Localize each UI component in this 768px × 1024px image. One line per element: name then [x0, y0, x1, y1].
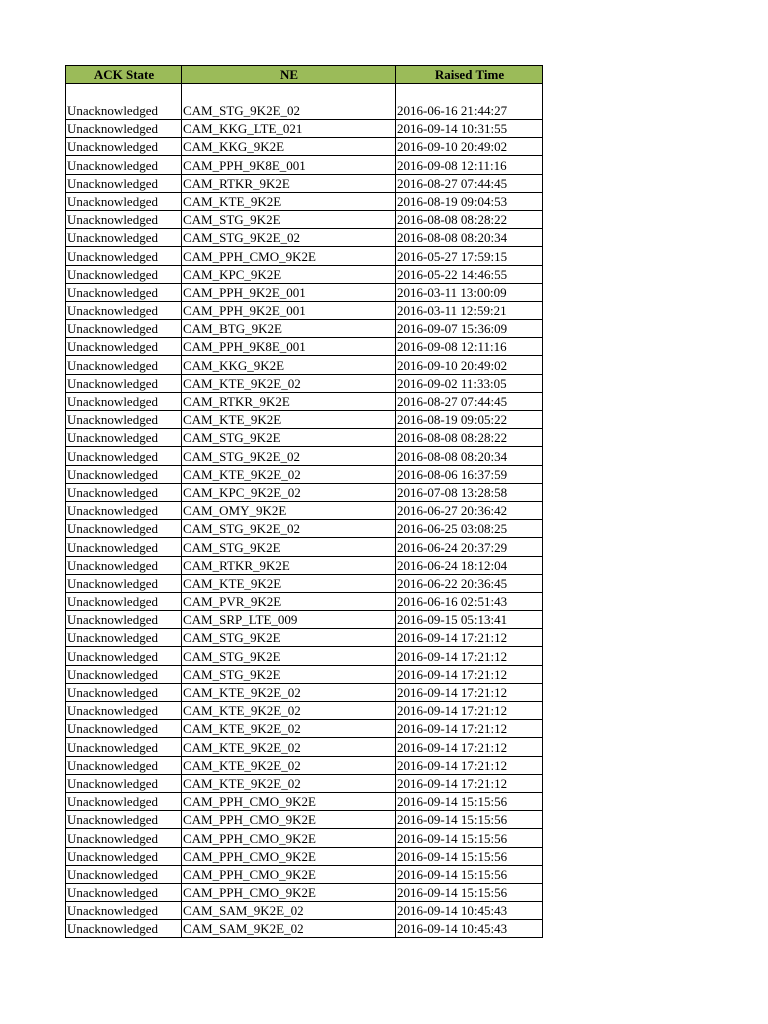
ne-cell: CAM_KKG_LTE_021	[182, 120, 396, 138]
table-row	[66, 301, 543, 319]
ne-cell: CAM_STG_9K2E	[182, 647, 396, 665]
raised-time-cell: 2016-07-08 13:28:58	[396, 483, 543, 501]
raised-time-cell: 2016-09-07 15:36:09	[396, 320, 543, 338]
table-row	[66, 611, 543, 629]
ne-cell: CAM_KTE_9K2E_02	[182, 756, 396, 774]
ack-state-cell: Unacknowledged	[66, 374, 182, 392]
ne-cell: CAM_PPH_CMO_9K2E	[182, 247, 396, 265]
table-row	[66, 320, 543, 338]
table-row	[66, 902, 543, 920]
raised-time-cell: 2016-06-24 18:12:04	[396, 556, 543, 574]
table-row	[66, 574, 543, 592]
header-ack-state: ACK State	[66, 66, 182, 84]
ack-state-cell: Unacknowledged	[66, 174, 182, 192]
raised-time-cell: 2016-06-16 02:51:43	[396, 592, 543, 610]
raised-time-cell: 2016-08-08 08:20:34	[396, 447, 543, 465]
table-row	[66, 520, 543, 538]
ack-state-cell: Unacknowledged	[66, 320, 182, 338]
ack-state-cell: Unacknowledged	[66, 301, 182, 319]
raised-time-cell: 2016-09-02 11:33:05	[396, 374, 543, 392]
table-row	[66, 683, 543, 701]
ne-cell: CAM_SAM_9K2E_02	[182, 920, 396, 938]
ne-cell: CAM_STG_9K2E	[182, 629, 396, 647]
raised-time-cell: 2016-06-16 21:44:27	[396, 84, 543, 120]
table-row	[66, 247, 543, 265]
table-row	[66, 392, 543, 410]
table-row	[66, 429, 543, 447]
ack-state-cell: Unacknowledged	[66, 465, 182, 483]
raised-time-cell: 2016-09-14 15:15:56	[396, 829, 543, 847]
ne-cell: CAM_KKG_9K2E	[182, 356, 396, 374]
raised-time-cell: 2016-09-14 15:15:56	[396, 847, 543, 865]
ne-cell: CAM_KTE_9K2E_02	[182, 720, 396, 738]
ack-state-cell: Unacknowledged	[66, 683, 182, 701]
ack-state-cell: Unacknowledged	[66, 283, 182, 301]
ack-state-cell: Unacknowledged	[66, 847, 182, 865]
raised-time-cell: 2016-09-14 15:15:56	[396, 865, 543, 883]
raised-time-cell: 2016-06-22 20:36:45	[396, 574, 543, 592]
alarm-table	[65, 65, 543, 938]
ne-cell: CAM_SRP_LTE_009	[182, 611, 396, 629]
ne-cell: CAM_STG_9K2E_02	[182, 520, 396, 538]
ack-state-cell: Unacknowledged	[66, 156, 182, 174]
raised-time-cell: 2016-08-08 08:20:34	[396, 229, 543, 247]
ne-cell: CAM_KTE_9K2E_02	[182, 374, 396, 392]
ack-state-cell: Unacknowledged	[66, 520, 182, 538]
raised-time-cell: 2016-09-14 17:21:12	[396, 647, 543, 665]
ack-state-cell: Unacknowledged	[66, 792, 182, 810]
ne-cell: CAM_SAM_9K2E_02	[182, 902, 396, 920]
ack-state-cell: Unacknowledged	[66, 902, 182, 920]
ne-cell: CAM_RTKR_9K2E	[182, 392, 396, 410]
ne-cell: CAM_PPH_9K2E_001	[182, 283, 396, 301]
header-raised-time: Raised Time	[396, 66, 543, 84]
ne-cell: CAM_KKG_9K2E	[182, 138, 396, 156]
table-row	[66, 192, 543, 210]
ack-state-cell: Unacknowledged	[66, 720, 182, 738]
ack-state-cell: Unacknowledged	[66, 265, 182, 283]
ack-state-cell: Unacknowledged	[66, 665, 182, 683]
ne-cell: CAM_PVR_9K2E	[182, 592, 396, 610]
ne-cell: CAM_PPH_CMO_9K2E	[182, 811, 396, 829]
raised-time-cell: 2016-09-14 10:45:43	[396, 902, 543, 920]
header-ne: NE	[182, 66, 396, 84]
ne-cell: CAM_STG_9K2E_02	[182, 229, 396, 247]
table-row	[66, 647, 543, 665]
table-row	[66, 720, 543, 738]
table-row	[66, 174, 543, 192]
raised-time-cell: 2016-09-14 17:21:12	[396, 629, 543, 647]
ne-cell: CAM_OMY_9K2E	[182, 501, 396, 519]
raised-time-cell: 2016-08-08 08:28:22	[396, 210, 543, 228]
ack-state-cell: Unacknowledged	[66, 411, 182, 429]
ack-state-cell: Unacknowledged	[66, 556, 182, 574]
table-row	[66, 501, 543, 519]
ack-state-cell: Unacknowledged	[66, 538, 182, 556]
raised-time-cell: 2016-08-19 09:05:22	[396, 411, 543, 429]
ack-state-cell: Unacknowledged	[66, 138, 182, 156]
ack-state-cell: Unacknowledged	[66, 920, 182, 938]
table-row	[66, 811, 543, 829]
ne-cell: CAM_PPH_CMO_9K2E	[182, 847, 396, 865]
raised-time-cell: 2016-08-08 08:28:22	[396, 429, 543, 447]
raised-time-cell: 2016-09-10 20:49:02	[396, 356, 543, 374]
ne-cell: CAM_KTE_9K2E_02	[182, 774, 396, 792]
ack-state-cell: Unacknowledged	[66, 756, 182, 774]
ne-cell: CAM_STG_9K2E	[182, 429, 396, 447]
table-row	[66, 465, 543, 483]
raised-time-cell: 2016-09-14 15:15:56	[396, 792, 543, 810]
ne-cell: CAM_KTE_9K2E	[182, 192, 396, 210]
ne-cell: CAM_KPC_9K2E_02	[182, 483, 396, 501]
ne-cell: CAM_KTE_9K2E_02	[182, 465, 396, 483]
raised-time-cell: 2016-09-14 15:15:56	[396, 883, 543, 901]
ne-cell: CAM_STG_9K2E	[182, 538, 396, 556]
raised-time-cell: 2016-05-22 14:46:55	[396, 265, 543, 283]
ne-cell: CAM_PPH_CMO_9K2E	[182, 829, 396, 847]
raised-time-cell: 2016-05-27 17:59:15	[396, 247, 543, 265]
ack-state-cell: Unacknowledged	[66, 647, 182, 665]
ne-cell: CAM_STG_9K2E	[182, 210, 396, 228]
ne-cell: CAM_PPH_9K8E_001	[182, 338, 396, 356]
table-header	[66, 66, 543, 84]
table-body	[66, 84, 543, 938]
raised-time-cell: 2016-06-24 20:37:29	[396, 538, 543, 556]
raised-time-cell: 2016-09-14 17:21:12	[396, 756, 543, 774]
ack-state-cell: Unacknowledged	[66, 356, 182, 374]
ne-cell: CAM_KTE_9K2E	[182, 411, 396, 429]
table-row	[66, 592, 543, 610]
table-row	[66, 702, 543, 720]
ack-state-cell: Unacknowledged	[66, 338, 182, 356]
ne-cell: CAM_RTKR_9K2E	[182, 174, 396, 192]
table-row	[66, 865, 543, 883]
ack-state-cell: Unacknowledged	[66, 392, 182, 410]
table-row	[66, 665, 543, 683]
ack-state-cell: Unacknowledged	[66, 702, 182, 720]
table-row	[66, 120, 543, 138]
ne-cell: CAM_STG_9K2E_02	[182, 84, 396, 120]
ne-cell: CAM_KTE_9K2E_02	[182, 683, 396, 701]
table-row	[66, 156, 543, 174]
raised-time-cell: 2016-09-08 12:11:16	[396, 156, 543, 174]
raised-time-cell: 2016-03-11 12:59:21	[396, 301, 543, 319]
raised-time-cell: 2016-06-25 03:08:25	[396, 520, 543, 538]
table-row	[66, 356, 543, 374]
ack-state-cell: Unacknowledged	[66, 611, 182, 629]
raised-time-cell: 2016-08-27 07:44:45	[396, 392, 543, 410]
raised-time-cell: 2016-06-27 20:36:42	[396, 501, 543, 519]
ack-state-cell: Unacknowledged	[66, 120, 182, 138]
ne-cell: CAM_PPH_CMO_9K2E	[182, 792, 396, 810]
header-row	[66, 66, 543, 84]
table-row	[66, 338, 543, 356]
table-row	[66, 629, 543, 647]
table-row	[66, 920, 543, 938]
raised-time-cell: 2016-09-14 17:21:12	[396, 720, 543, 738]
ack-state-cell: Unacknowledged	[66, 192, 182, 210]
ack-state-cell: Unacknowledged	[66, 811, 182, 829]
ne-cell: CAM_KTE_9K2E_02	[182, 702, 396, 720]
table-row	[66, 229, 543, 247]
table-row	[66, 374, 543, 392]
ne-cell: CAM_PPH_9K2E_001	[182, 301, 396, 319]
ack-state-cell: Unacknowledged	[66, 501, 182, 519]
ne-cell: CAM_STG_9K2E	[182, 665, 396, 683]
table-row	[66, 138, 543, 156]
raised-time-cell: 2016-09-08 12:11:16	[396, 338, 543, 356]
raised-time-cell: 2016-09-15 05:13:41	[396, 611, 543, 629]
ack-state-cell: Unacknowledged	[66, 592, 182, 610]
raised-time-cell: 2016-09-14 10:45:43	[396, 920, 543, 938]
ne-cell: CAM_PPH_CMO_9K2E	[182, 865, 396, 883]
table-row	[66, 829, 543, 847]
ack-state-cell: Unacknowledged	[66, 629, 182, 647]
table-row	[66, 411, 543, 429]
raised-time-cell: 2016-08-19 09:04:53	[396, 192, 543, 210]
raised-time-cell: 2016-09-14 17:21:12	[396, 774, 543, 792]
ack-state-cell: Unacknowledged	[66, 210, 182, 228]
ack-state-cell: Unacknowledged	[66, 738, 182, 756]
raised-time-cell: 2016-08-06 16:37:59	[396, 465, 543, 483]
ack-state-cell: Unacknowledged	[66, 84, 182, 120]
ack-state-cell: Unacknowledged	[66, 829, 182, 847]
raised-time-cell: 2016-09-14 17:21:12	[396, 683, 543, 701]
table-row	[66, 556, 543, 574]
ack-state-cell: Unacknowledged	[66, 247, 182, 265]
ack-state-cell: Unacknowledged	[66, 229, 182, 247]
table-row	[66, 447, 543, 465]
raised-time-cell: 2016-09-10 20:49:02	[396, 138, 543, 156]
ne-cell: CAM_KPC_9K2E	[182, 265, 396, 283]
ack-state-cell: Unacknowledged	[66, 447, 182, 465]
ack-state-cell: Unacknowledged	[66, 483, 182, 501]
table-row	[66, 792, 543, 810]
raised-time-cell: 2016-09-14 17:21:12	[396, 702, 543, 720]
raised-time-cell: 2016-03-11 13:00:09	[396, 283, 543, 301]
table-row	[66, 756, 543, 774]
table-row	[66, 538, 543, 556]
raised-time-cell: 2016-08-27 07:44:45	[396, 174, 543, 192]
ne-cell: CAM_BTG_9K2E	[182, 320, 396, 338]
ack-state-cell: Unacknowledged	[66, 883, 182, 901]
ne-cell: CAM_RTKR_9K2E	[182, 556, 396, 574]
ne-cell: CAM_KTE_9K2E	[182, 574, 396, 592]
ack-state-cell: Unacknowledged	[66, 429, 182, 447]
table-row	[66, 883, 543, 901]
table-row	[66, 265, 543, 283]
table-row	[66, 847, 543, 865]
table-row	[66, 210, 543, 228]
ack-state-cell: Unacknowledged	[66, 865, 182, 883]
ne-cell: CAM_KTE_9K2E_02	[182, 738, 396, 756]
ne-cell: CAM_PPH_CMO_9K2E	[182, 883, 396, 901]
ne-cell: CAM_STG_9K2E_02	[182, 447, 396, 465]
ack-state-cell: Unacknowledged	[66, 574, 182, 592]
table-row	[66, 483, 543, 501]
table-row	[66, 738, 543, 756]
raised-time-cell: 2016-09-14 17:21:12	[396, 665, 543, 683]
table-row	[66, 283, 543, 301]
table-row	[66, 774, 543, 792]
raised-time-cell: 2016-09-14 10:31:55	[396, 120, 543, 138]
table-row	[66, 84, 543, 120]
ne-cell: CAM_PPH_9K8E_001	[182, 156, 396, 174]
raised-time-cell: 2016-09-14 17:21:12	[396, 738, 543, 756]
ack-state-cell: Unacknowledged	[66, 774, 182, 792]
raised-time-cell: 2016-09-14 15:15:56	[396, 811, 543, 829]
